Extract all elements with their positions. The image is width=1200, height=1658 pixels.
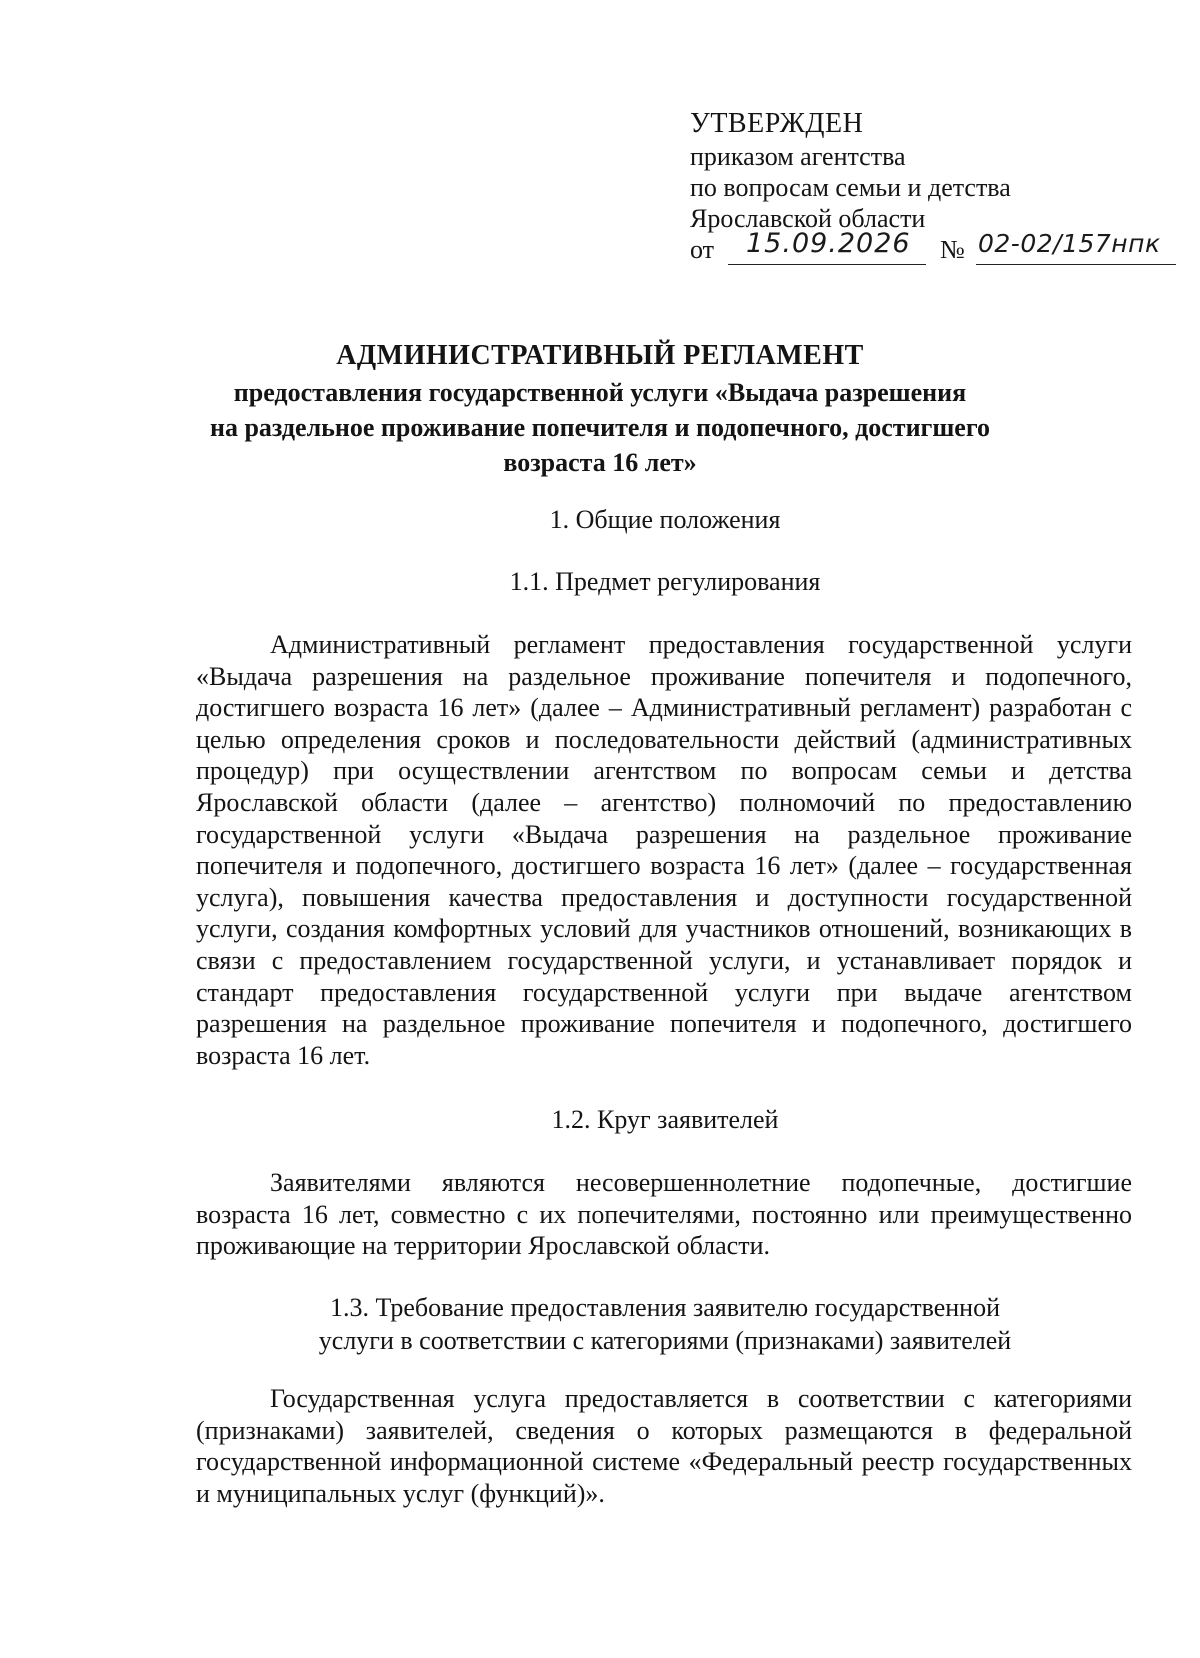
document-subtitle	[0, 375, 1200, 480]
requirement-heading-line-1: 1.3. Требование предоставления заявителю государственной	[329, 1293, 1001, 1322]
order-date-number-line	[690, 228, 1190, 268]
paragraph-subject: Административный регламент предоставления государственной услуги «Выдача разрешения на раздельное проживание попечителя и подопечного, достигшего возраста 16 лет» (далее – Административный регламент) разработан с целью определения сроков и последовательности действий (административных процедур) при осуществлении агентством по вопросам семьи и детства Ярославской области (далее – агентство) полномочий по предоставлению государственной услуги «Выдача разрешения на раздельное проживание попечителя и подопечного, достигшего возраста 16 лет» (далее – государственная услуга), повышения качества предоставления и доступности государственной услуги, создания комфортных условий для участников отношений, возникающих в связи с предоставлением государственной услуги, и устанавливает порядок и стандарт предоставления государственной услуги при выдаче агентством разрешения на раздельное проживание попечителя и подопечного, достигшего возраста 16 лет.	[196, 630, 1132, 1070]
approval-line-2: по вопросам семьи и детства	[690, 173, 1011, 202]
section-heading-subject: 1.1. Предмет регулирования	[509, 567, 821, 596]
approval-line-1: приказом агентства	[690, 142, 906, 171]
approval-block	[690, 108, 1190, 268]
paragraph-requirement: Государственная услуга предоставляется в соответствии с категориями (признаками) заявителей, сведения о которых размещаются в федеральной государственной информационной системе «Федеральный реестр государственных и муниципальных услуг (функций)».	[196, 1384, 1132, 1508]
order-date-handwritten: 15.09.2026	[746, 228, 911, 259]
order-number-field	[976, 229, 1176, 265]
subtitle-line-2: на раздельное проживание попечителя и подопечного, достигшего	[209, 413, 991, 442]
subtitle-line-3: возраста 16 лет»	[503, 448, 697, 477]
requirement-heading-line-2: услуги в соответствии с категориями (признаками) заявителей	[318, 1326, 1012, 1355]
paragraph-applicants: Заявителями являются несовершеннолетние подопечные, достигшие возраста 16 лет, совместно с их попечителями, постоянно или преимущественно проживающие на территории Ярославской области.	[196, 1168, 1132, 1261]
section-heading-general: 1. Общие положения	[549, 505, 781, 534]
number-label: №	[940, 235, 965, 264]
document-title: АДМИНИСТРАТИВНЫЙ РЕГЛАМЕНТ	[336, 340, 864, 371]
order-number-handwritten: 02-02/157нпк	[978, 229, 1161, 258]
section-heading-requirement	[0, 1291, 1200, 1357]
subtitle-line-1: предоставления государственной услуги «Выдача разрешения	[233, 378, 967, 407]
date-prefix: от	[690, 235, 715, 264]
approval-title: УТВЕРЖДЕН	[690, 108, 864, 139]
section-heading-applicants: 1.2. Круг заявителей	[551, 1105, 779, 1134]
order-date-field	[728, 228, 926, 265]
approval-line-3: Ярославской области	[690, 204, 926, 233]
